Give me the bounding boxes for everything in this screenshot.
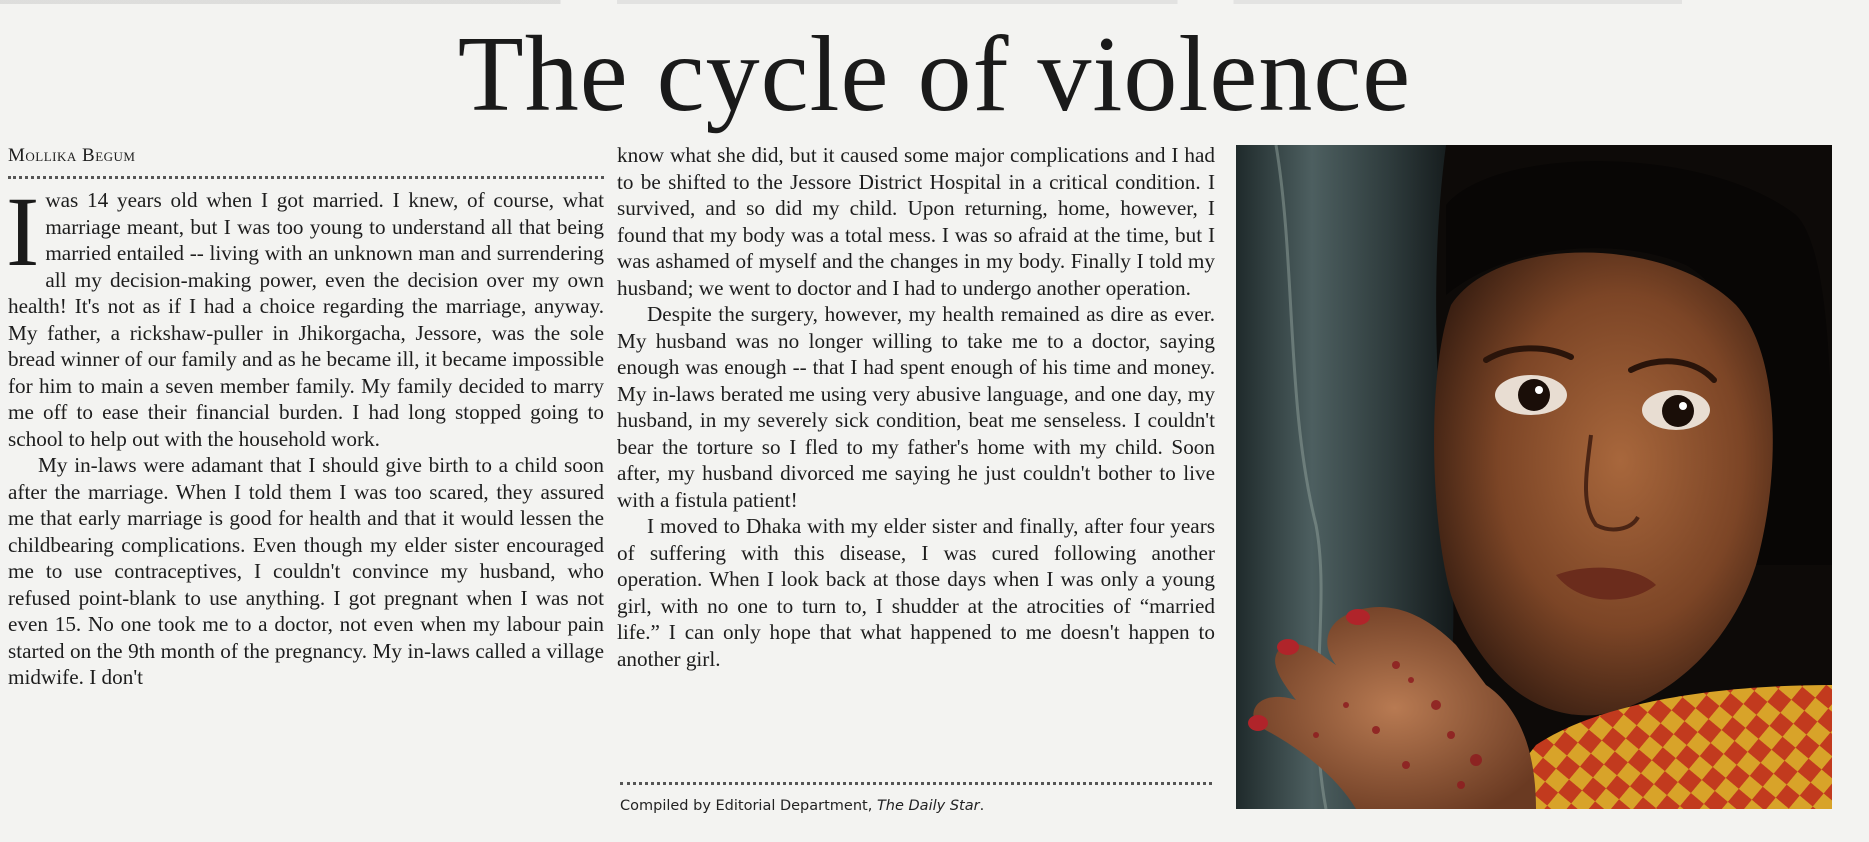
paragraph-3: know what she did, but it caused some major complications and I had to be shifted to the Jessore District Hospital in a critical condition. I survived, and so did my child. Upon returning, home, however, I found that my body was a total mess. I was so afraid at the time, but I was ashamed of myself and the changes in my body. Finally I told my husband; we went to doctor and I had to undergo another operation. bbox=[617, 143, 1215, 300]
fingernail-3 bbox=[1248, 715, 1268, 731]
headline: The cycle of violence bbox=[457, 15, 1412, 134]
paragraph-4: Despite the surgery, however, my health remained as dire as ever. My husband was no longer willing to take me to a doctor, saying enough was enough -- that I had spent enough of his time and money. My in-laws berated me using very abusive language, and one day, my husband, in my severely sick condition, beat me senseless. I couldn't bear the torture so I fled to my father's home with my child. Soon after, my husband divorced me saying he just couldn't bother to live with a fistula patient! bbox=[617, 302, 1215, 512]
credit-prefix: Compiled by Editorial Department, bbox=[620, 798, 877, 814]
paragraph-5: I moved to Dhaka with my elder sister and finally, after four years of suffering with this disease, I was cured following another operation. When I look back at those days when I was only a young girl, with no one to turn to, I shudder at the atrocities of “married life.” I can only hope that what happened to me doesn't happen to another girl. bbox=[617, 514, 1215, 671]
girl-portrait-illustration bbox=[1236, 145, 1832, 809]
article-column-2 bbox=[617, 142, 1215, 672]
fingernail-1 bbox=[1346, 609, 1370, 625]
credit-line bbox=[620, 798, 984, 814]
byline: Mollika Begum bbox=[8, 145, 136, 166]
top-rule bbox=[0, 0, 1869, 4]
paragraph-1 bbox=[6, 176, 604, 452]
credit-publication: The Daily Star bbox=[876, 798, 980, 814]
credit-dotted-rule bbox=[620, 782, 1212, 785]
credit-suffix: . bbox=[979, 798, 985, 814]
drop-cap: I bbox=[6, 176, 40, 287]
paragraph-1-text: was 14 years old when I got married. I knew, of course, what marriage meant, but I was too young to understand all that being married entailed -- living with an unknown man and surrendering all my decision-making power, even the decision over my own health! It's not as if I had a choice regarding the marriage, anyway. My father, a rickshaw-puller in Jhikorgacha, Jessore, was the sole bread winner of our family and as he became ill, it became impossible for him to main a seven member family. My family decided to marry me off to ease their financial burden. I had long stopped going to school to help out with the household work. bbox=[8, 188, 604, 451]
fingernail-2 bbox=[1277, 639, 1299, 655]
paragraph-2: My in-laws were adamant that I should give birth to a child soon after the marriage. When I told them I was too scared, they assured me that early marriage is good for health and that it would lessen the childbearing complications. Even though my elder sister encouraged me to use contraceptives, I couldn't convince my husband, who refused point-blank to use anything. I got pregnant when I was not even 15. No one took me to a doctor, not even when my labour pain started on the 9th month of the pregnancy. My in-laws called a village midwife. I don't bbox=[8, 453, 604, 689]
girl-portrait-photo bbox=[1236, 145, 1832, 809]
byline-dotted-rule bbox=[8, 176, 604, 179]
article-column-1 bbox=[8, 142, 604, 691]
